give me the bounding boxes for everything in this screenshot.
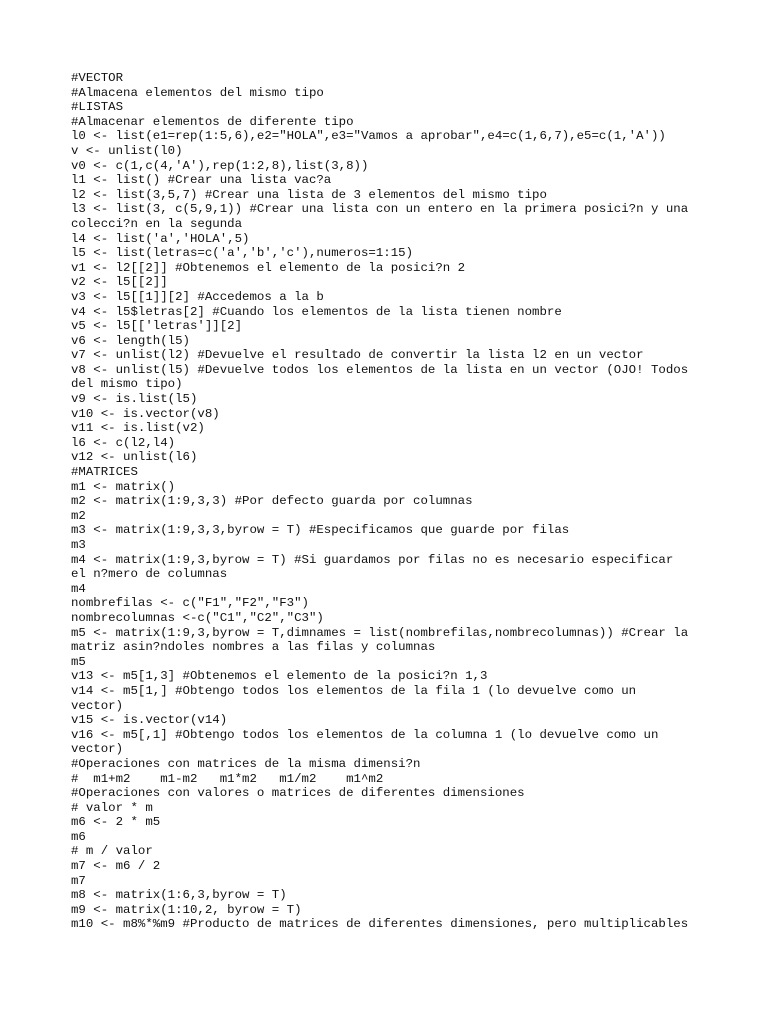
code-line: m10 <- m8%*%m9 #Producto de matrices de diferentes dimensiones, pero multiplicables bbox=[71, 917, 689, 932]
code-line: m5 bbox=[71, 654, 86, 669]
code-line: #VECTOR bbox=[71, 71, 124, 85]
code-line: m9 <- matrix(1:10,2, byrow = T) bbox=[71, 902, 302, 917]
code-line: m4 <- matrix(1:9,3,byrow = T) #Si guardamos por filas no es necesario especificar bbox=[71, 552, 674, 567]
code-line: l3 <- list(3, c(5,9,1)) #Crear una lista con un entero en la primera posici?n y una bbox=[71, 202, 689, 217]
code-line: # valor * m bbox=[71, 800, 153, 815]
code-line: m4 bbox=[71, 581, 86, 596]
code-line: #Operaciones con valores o matrices de diferentes dimensiones bbox=[71, 786, 525, 801]
code-line: l0 <- list(e1=rep(1:5,6),e2="HOLA",e3="Vamos a aprobar",e4=c(1,6,7),e5=c(1,'A')) bbox=[71, 129, 666, 144]
code-line: m6 bbox=[71, 829, 86, 844]
code-line: nombrefilas <- c("F1","F2","F3") bbox=[71, 596, 309, 611]
code-line: m3 <- matrix(1:9,3,3,byrow = T) #Especificamos que guarde por filas bbox=[71, 523, 570, 538]
code-line: #MATRICES bbox=[71, 465, 138, 480]
code-line: # m1+m2 m1-m2 m1*m2 m1/m2 m1^m2 bbox=[71, 771, 384, 786]
code-line: v16 <- m5[,1] #Obtengo todos los elementos de la columna 1 (lo devuelve como un bbox=[71, 727, 659, 742]
code-line: l1 <- list() #Crear una lista vac?a bbox=[71, 173, 332, 188]
code-line: v9 <- is.list(l5) bbox=[71, 392, 198, 407]
code-line: v11 <- is.list(v2) bbox=[71, 421, 205, 436]
code-line: v4 <- l5$letras[2] #Cuando los elementos de la lista tienen nombre bbox=[71, 304, 562, 319]
code-line: m3 bbox=[71, 538, 86, 552]
code-line: # m / valor bbox=[71, 844, 153, 859]
code-line: m1 <- matrix() bbox=[71, 479, 176, 494]
code-line: del mismo tipo) bbox=[71, 377, 183, 392]
code-line: m5 <- matrix(1:9,3,byrow = T,dimnames = list(nombrefilas,nombrecolumnas)) #Crear la bbox=[71, 625, 689, 640]
code-line: v3 <- l5[[1]][2] #Accedemos a la b bbox=[71, 289, 324, 304]
code-line: v15 <- is.vector(v14) bbox=[71, 713, 228, 728]
code-line: #Operaciones con matrices de la misma dimensi?n bbox=[71, 756, 421, 771]
code-line: nombrecolumnas <-c("C1","C2","C3") bbox=[71, 610, 324, 625]
code-line: v0 <- c(1,c(4,'A'),rep(1:2,8),list(3,8)) bbox=[71, 158, 369, 173]
code-line: v2 <- l5[[2]] bbox=[71, 275, 168, 290]
code-line: el n?mero de columnas bbox=[71, 567, 228, 582]
code-line: v <- unlist(l0) bbox=[71, 143, 183, 158]
code-line: l6 <- c(l2,l4) bbox=[71, 435, 176, 450]
code-line: vector) bbox=[71, 742, 124, 757]
code-line: matriz asin?ndoles nombres a las filas y columnas bbox=[71, 640, 436, 655]
code-line: v6 <- length(l5) bbox=[71, 333, 190, 348]
code-line: l5 <- list(letras=c('a','b','c'),numeros=1:15) bbox=[71, 246, 414, 261]
code-line: v14 <- m5[1,] #Obtengo todos los elementos de la fila 1 (lo devuelve como un bbox=[71, 683, 637, 698]
code-line: m2 <- matrix(1:9,3,3) #Por defecto guarda por columnas bbox=[71, 494, 473, 509]
code-line: l4 <- list('a','HOLA',5) bbox=[71, 231, 250, 246]
code-line: v12 <- unlist(l6) bbox=[71, 450, 198, 465]
code-line: m2 bbox=[71, 508, 86, 523]
code-document bbox=[71, 71, 711, 932]
code-line: v10 <- is.vector(v8) bbox=[71, 406, 220, 421]
code-line: v5 <- l5[['letras']][2] bbox=[71, 319, 243, 334]
code-line: v7 <- unlist(l2) #Devuelve el resultado de convertir la lista l2 en un vector bbox=[71, 348, 644, 363]
code-line: l2 <- list(3,5,7) #Crear una lista de 3 elementos del mismo tipo bbox=[71, 187, 547, 202]
code-line: v13 <- m5[1,3] #Obtenemos el elemento de la posici?n 1,3 bbox=[71, 669, 488, 684]
code-line: #LISTAS bbox=[71, 100, 124, 115]
code-line: #Almacenar elementos de diferente tipo bbox=[71, 114, 354, 129]
code-line: vector) bbox=[71, 698, 124, 713]
code-line: v1 <- l2[[2]] #Obtenemos el elemento de la posici?n 2 bbox=[71, 260, 466, 275]
code-line: m8 <- matrix(1:6,3,byrow = T) bbox=[71, 888, 287, 903]
code-line: m6 <- 2 * m5 bbox=[71, 815, 161, 830]
code-line: colecci?n en la segunda bbox=[71, 216, 243, 231]
code-line: v8 <- unlist(l5) #Devuelve todos los elementos de la lista en un vector (OJO! Todos bbox=[71, 362, 689, 377]
code-line: m7 <- m6 / 2 bbox=[71, 859, 161, 874]
code-line: #Almacena elementos del mismo tipo bbox=[71, 85, 324, 100]
code-line: m7 bbox=[71, 873, 86, 888]
